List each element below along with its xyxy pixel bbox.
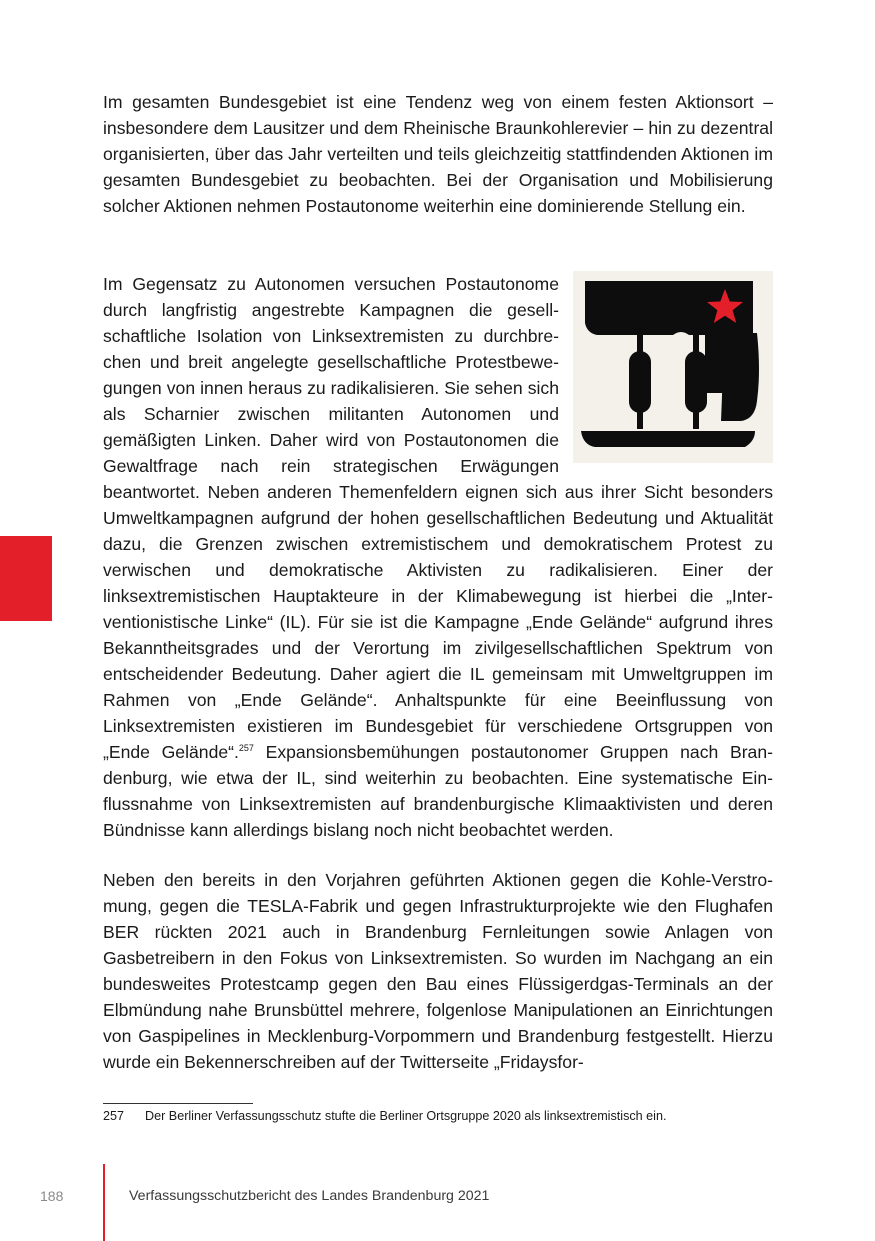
paragraph-1: Im gesamten Bundesgebiet ist eine Tendenz weg von einem festen Aktionsort – insbesondere dem Lausitzer und dem Rheinische Braunkohlerevier – hin zu dezentral organisierten, über das Jahr verteilten und teils gleichzeitig stattfindenden Aktionen im gesamten Bundesgebiet zu beobachten. Bei der Organisation und Mobilisierung solcher Aktionen nehmen Postautonome weiterhin eine dominierende Stellung ein. [103, 92, 773, 216]
running-footer-title: Verfassungsschutzbericht des Landes Brandenburg 2021 [129, 1188, 490, 1204]
chapter-tab-marker [0, 536, 52, 621]
paragraph-3: Neben den bereits in den Vorjahren geführten Aktionen gegen die Kohle-Verstromung, gegen die TESLA-Fabrik und gegen Infrastrukturprojekte wie den Flughafen BER rückten 2021 auch in Brandenburg Fernleitungen sowie Anlagen von Gasbetreibern in den Fokus von Linksextremisten. So wurden im Nachgang an ein bundesweites Protestcamp gegen den Bau eines Flüssigerdgas-Terminals an der Elbmündung nahe Brunsbüttel mehrere, folgenlose Manipulationen an Einrichtungen von Gaspipelines in Mecklenburg-Vorpommern und Brandenburg festgestellt. Hierzu wurde ein Bekennerschreiben auf der Twitterseite „Fridaysfor- [103, 870, 773, 1072]
footnote-ref-257[interactable]: 257 [238, 743, 254, 754]
page-number: 188 [40, 1188, 64, 1204]
footer-divider [103, 1164, 105, 1241]
footnote-divider [103, 1103, 253, 1104]
footnote-text: Der Berliner Verfassungsschutz stufte die Berliner Ortsgruppe 2020 als linksextremistisch ein. [145, 1109, 667, 1123]
paragraph-2: Im Gegensatz zu Autonomen versuchen Postautonome durch langfristig angestrebte Kampagnen die gesellschaftliche Isolation von Linksextremisten zu durchbrechen und breit angelegte gesellschaftliche Protestbewegungen von innen heraus zu radikalisieren. Sie sehen sich als Scharnier zwischen militanten Autonomen und gemäßigten Linken. Daher wird von Postautonomen die Gewaltfrage nach rein strategischen Erwägungen beantwortet. Neben anderen Themenfeldern eignen sich aus ihrer Sicht besonders Umweltkampagnen aufgrund der hohen gesellschaftlichen Bedeutung und Aktualität dazu, die Grenzen zwischen extremistischem und demokratischem Protest zu verwischen und demokratische Aktivisten zu radikalisieren. Einer der linksextremistischen Hauptakteure in der Klimabewegung ist hierbei die „Interventionistische Linke“ (IL). Für sie ist die Kampagne „Ende Gelände“ aufgrund ihres Bekanntheitsgrades und der Verortung im zivilgesellschaftlichen Spektrum von entscheidender Bedeutung. Daher agiert die IL gemeinsam mit Umweltgruppen im Rahmen von „Ende Gelände“. Anhaltspunkte für eine Beeinflussung von Linksextremisten existieren im Bundesgebiet für verschiedene Ortsgruppen von „Ende Gelände“.$^{257}$ Expansionsbemühungen postautonomer Gruppen nach Brandenburg, wie etwa der IL, sind weiterhin zu beobachten. Eine systematische Einflussnahme von Linksextremisten auf brandenburgische Klimaaktivisten und deren Bündnisse kann allerdings bislang noch nicht beobachtet werden. [103, 271, 773, 843]
footnote [103, 1108, 783, 1124]
footnote-number: 257 [103, 1109, 125, 1123]
interventionistische-linke-logo-icon [573, 271, 773, 463]
